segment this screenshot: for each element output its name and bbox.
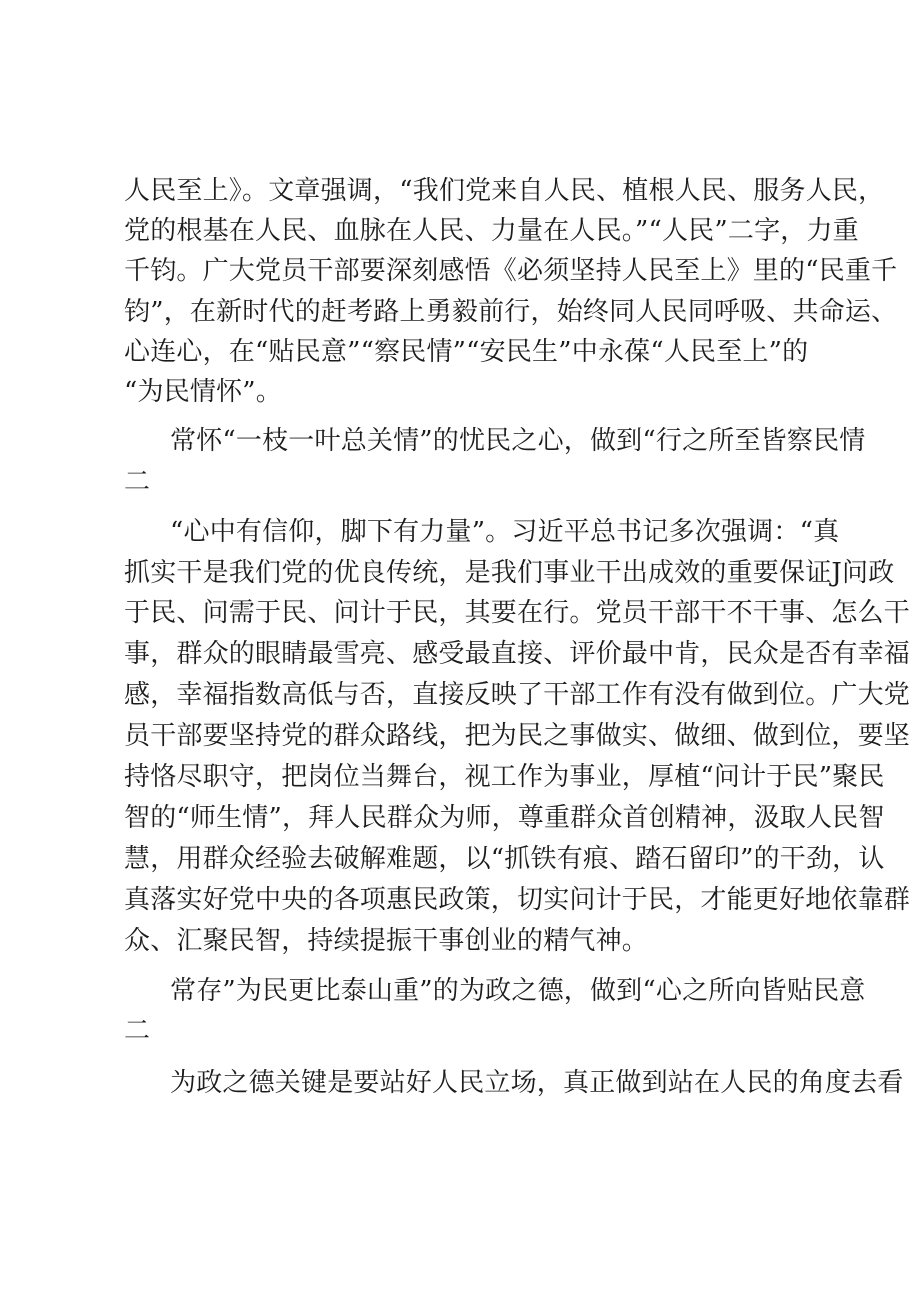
section-heading-2-tail: 二	[124, 1016, 151, 1046]
text-line-9: “心中有信仰，脚下有力量”。习近平总书记多次强调：“真	[170, 517, 840, 547]
text-line-13: 感，幸福指数高低与否，直接反映了干部工作有没有做到位。广大党	[124, 680, 911, 710]
text-line-1: 人民至上》。文章强调，“我们党来自人民、植根人民、服务人民，	[124, 176, 885, 206]
text-line-17: 慧，用群众经验去破解难题，以“抓铁有痕、踏石留印”的干劲，认	[124, 844, 885, 874]
text-line-3: 千钧。广大党员干部要深刻感悟《必须坚持人民至上》里的“民重千	[124, 256, 898, 286]
text-line-15: 持恪尽职守，把岗位当舞台，视工作为事业，厚植“问计于民”聚民	[124, 762, 885, 792]
text-line-10: 抓实干是我们党的优良传统，是我们事业干出成效的重要保证J问政	[124, 558, 895, 588]
text-line-6: “为民情怀”。	[124, 377, 282, 407]
text-line-11: 于民、问需于民、问计于民，其要在行。党员干部干不干事、怎么干	[124, 598, 911, 628]
text-line-16: 智的“师生情”，拜人民群众为师，尊重群众首创精神，汲取人民智	[124, 803, 885, 833]
text-line-18: 真落实好党中央的各项惠民政策，切实问计于民，才能更好地依靠群	[124, 885, 911, 915]
section-heading-2: 常存”为民更比泰山重”的为政之德，做到“心之所向皆贴民意	[170, 976, 866, 1006]
section-heading-1-tail: 二	[124, 467, 151, 497]
text-line-19: 众、汇聚民智，持续提振干事创业的精气神。	[124, 926, 649, 956]
text-line-4: 钧”，在新时代的赶考路上勇毅前行，始终同人民同呼吸、共命运、	[124, 297, 898, 327]
text-line-2: 党的根基在人民、血脉在人民、力量在人民。”“人民”二字，力重	[124, 216, 859, 246]
text-line-14: 员干部要坚持党的群众路线，把为民之事做实、做细、做到位，要坚	[124, 721, 911, 751]
section-heading-1: 常怀“一枝一叶总关情”的忧民之心，做到“行之所至皆察民情	[170, 426, 866, 456]
text-line-5: 心连心，在“贴民意”“察民情”“安民生”中永葆“人民至上”的	[124, 337, 809, 367]
text-line-12: 事，群众的眼睛最雪亮、感受最直接、评价最中肯，民众是否有幸福	[124, 639, 911, 669]
text-line-22: 为政之德关键是要站好人民立场，真正做到站在人民的角度去看	[170, 1068, 904, 1098]
